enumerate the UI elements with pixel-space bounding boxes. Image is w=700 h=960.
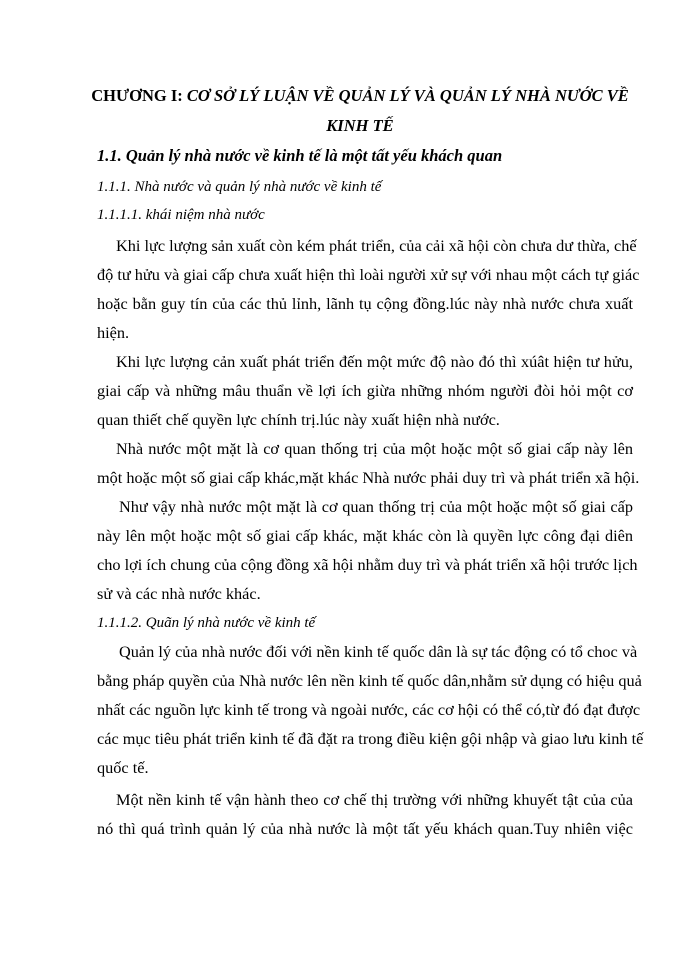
paragraph-line: này lên một hoặc một số giai cấp khác, mặt khác còn là quyền lực công đại diên [97, 526, 633, 545]
paragraph-line: hiện. [97, 323, 130, 342]
chapter-title-continued: KINH TẾ [326, 116, 394, 135]
chapter-label: CHƯƠNG I: [91, 86, 183, 105]
subsection-heading-1-1-1: 1.1.1. Nhà nước và quản lý nhà nước về kinh tế [97, 179, 382, 195]
paragraph-line: nhất các nguồn lực kinh tế trong và ngoài nước, các cơ hội có thể có,từ đó đạt được [97, 700, 641, 719]
paragraph-line: cho lợi ích chung của cộng đồng xã hội nhằm duy trì và phát triển xã hội trước lịch [97, 555, 638, 574]
section-heading-1-1: 1.1. Quản lý nhà nước về kinh tế là một tất yếu khách quan [97, 146, 503, 165]
paragraph-line: hoặc bằn guy tín của các thủ lỉnh, lãnh tụ cộng đồng.lúc này nhà nước chưa xuất [97, 294, 633, 313]
paragraph-line: độ tư hửu và giai cấp chưa xuất hiện thì loài người xử sự với nhau một cách tự giác [97, 265, 640, 284]
paragraph-line: Khi lực lượng sản xuất còn kém phát triển, của cải xã hội còn chưa dư thừa, chế [116, 236, 637, 255]
paragraph-line: giai cấp và những mâu thuẩn về lợi ích giừa những nhóm người đòi hỏi một cơ [97, 381, 633, 400]
paragraph-line: Như vậy nhà nước một mặt là cơ quan thống trị của một hoặc một số giai cấp [119, 497, 633, 516]
paragraph-line: Một nền kinh tế vận hành theo cơ chế thị trường với những khuyết tật của của [116, 790, 633, 809]
paragraph-line: các mục tiêu phát triển kinh tế đã đặt ra trong điều kiện gội nhập và giao lưu kinh tế [97, 729, 644, 748]
subsection-heading-1-1-1-1: 1.1.1.1. khái niệm nhà nước [97, 207, 265, 223]
subsection-heading-1-1-1-2: 1.1.1.2. Quãn lý nhà nước về kinh tế [97, 615, 316, 631]
paragraph-line: Khi lực lượng cản xuất phát triển đến một mức độ nào đó thì xúât hiện tư hửu, [116, 352, 633, 371]
chapter-title-line-1 [90, 86, 630, 106]
chapter-title: CƠ SỞ LÝ LUẬN VỀ QUẢN LÝ VÀ QUẢN LÝ NHÀ NƯỚC VỀ [186, 86, 629, 105]
paragraph-line: sử và các nhà nước khác. [97, 584, 261, 603]
paragraph-line: quốc tế. [97, 758, 149, 777]
paragraph-line: bằng pháp quyền của Nhà nước lên nền kinh tế quốc dân,nhằm sử dụng có hiệu quả [97, 671, 642, 690]
paragraph-line: nó thì quá trình quản lý của nhà nước là một tất yếu khách quan.Tuy nhiên việc [97, 819, 633, 838]
paragraph-line: Quản lý của nhà nước đối với nền kinh tế quốc dân là sự tác động có tổ choc và [119, 642, 638, 661]
paragraph-line: quan thiết chế quyền lực chính trị.lúc này xuất hiện nhà nước. [97, 410, 500, 429]
chapter-title-line-2 [90, 116, 630, 136]
paragraph-line: một hoặc một số giai cấp khác,mặt khác Nhà nước phải duy trì và phát triển xã hội. [97, 468, 640, 487]
paragraph-line: Nhà nước một mặt là cơ quan thống trị của một hoặc một số giai cấp này lên [116, 439, 633, 458]
